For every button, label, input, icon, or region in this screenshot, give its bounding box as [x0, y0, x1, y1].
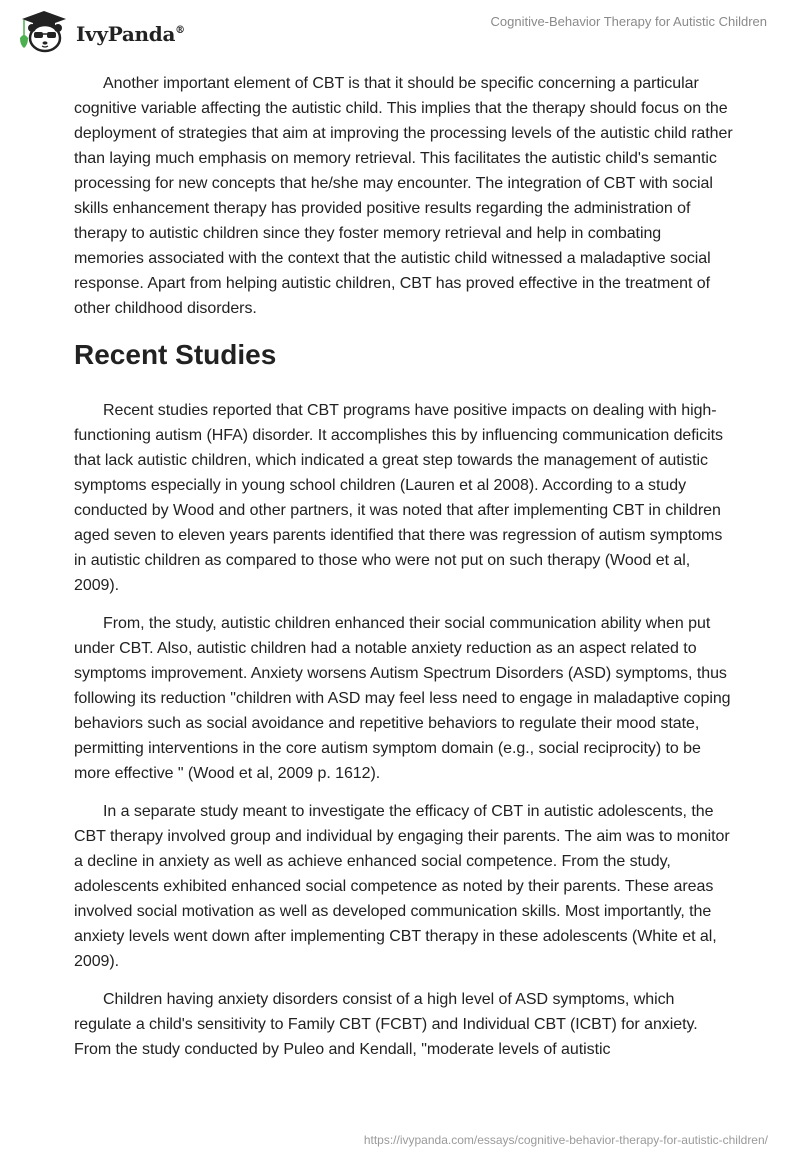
- brand-logo[interactable]: [16, 8, 185, 59]
- source-url-link[interactable]: https://ivypanda.com/essays/cognitive-behavior-therapy-for-autistic-children/: [363, 1133, 768, 1147]
- paragraph: Another important element of CBT is that it should be specific concerning a particular cognitive variable affecting the autistic child. This implies that the therapy should focus on the deployment of strategies that aim at improving the processing levels of the autistic child rather than laying much emphasis on memory retrieval. This facilitates the autistic child's semantic processing for new concepts that he/she may encounter. The integration of CBT with social skills enhancement therapy has provided positive results regarding the administration of therapy to autistic children since they foster memory retrieval and help in combating memories associated with the context that the autistic child witnessed a maladaptive social response. Apart from helping autistic children, CBT has proved effective in the treatment of other childhood disorders.: [74, 75, 733, 317]
- section-heading: Recent Studies: [74, 339, 277, 370]
- registered-mark: ®: [175, 24, 185, 36]
- paragraph: From, the study, autistic children enhanced their social communication ability when put under CBT. Also, autistic children had a notable anxiety reduction as an aspect related to symptoms improvement. Anxiety worsens Autism Spectrum Disorders (ASD) symptoms, thus following its reduction "children with ASD may feel less need to engage in maladaptive coping behaviors such as social avoidance and repetitive behaviors to regulate their mood state, permitting interventions in the core autism symptom domain (e.g., social reciprocity) to be more effective " (Wood et al, 2009 p. 1612).: [74, 615, 731, 782]
- page-header: [0, 0, 800, 60]
- paragraph: In a separate study meant to investigate the efficacy of CBT in autistic adolescents, the CBT therapy involved group and individual by engaging their parents. The aim was to monitor a decline in anxiety as well as achieve enhanced social competence. From the study, adolescents exhibited enhanced social competence as noted by their parents. These areas involved social motivation as well as developed communication skills. Most importantly, the anxiety levels went down after implementing CBT therapy in these adolescents (White et al, 2009).: [74, 803, 730, 970]
- paragraph: Recent studies reported that CBT programs have positive impacts on dealing with high-functioning autism (HFA) disorder. It accomplishes this by influencing communication deficits that lack autistic children, which indicated a great step towards the management of autistic symptoms especially in young school children (Lauren et al 2008). According to a study conducted by Wood and other partners, it was noted that after implementing CBT in children aged seven to eleven years parents identified that there was regression of autism symptoms in autistic children as compared to those who were not put on such therapy (Wood et al, 2009).: [74, 402, 723, 594]
- document-title: Cognitive-Behavior Therapy for Autistic Children: [490, 14, 767, 29]
- brand-name: IvyPanda®: [76, 21, 185, 46]
- article-body: [74, 71, 734, 1075]
- panda-graduate-icon: [16, 8, 72, 59]
- paragraph: Children having anxiety disorders consist of a high level of ASD symptoms, which regulate a child's sensitivity to Family CBT (FCBT) and Individual CBT (ICBT) for anxiety. From the study conducted by Puleo and Kendall, "moderate levels of autistic: [74, 991, 698, 1058]
